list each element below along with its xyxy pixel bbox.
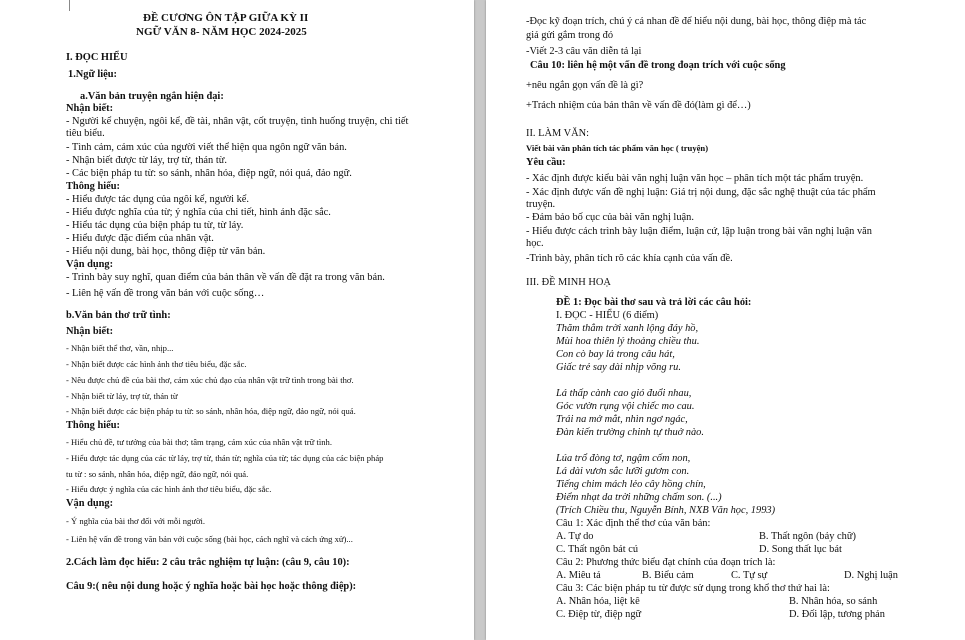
document-page-left bbox=[0, 0, 474, 640]
text-line: I. ĐỌC - HIỂU (6 điểm) bbox=[556, 310, 659, 321]
label-requirements: Yêu cầu: bbox=[526, 157, 566, 168]
poem-line: Thăm thẳm trời xanh lộng đáy hồ, bbox=[556, 323, 699, 334]
text-line: tiêu biểu. bbox=[66, 128, 105, 139]
option-2c: C. Tự sự bbox=[731, 570, 768, 581]
text-line: - Ý nghĩa của bài thơ đối với mỗi người. bbox=[66, 516, 206, 526]
label-comprehension: Thông hiểu: bbox=[66, 181, 120, 192]
poem-line: Mùi hoa thiên lý thoảng chiều thu. bbox=[556, 336, 700, 347]
text-line: - Xác định được kiểu bài văn nghị luận văn học – phân tích một tác phẩm truyện. bbox=[526, 173, 864, 184]
text-line: - Xác định được vấn đề nghị luận: Giá trị nội dung, đặc sắc nghệ thuật của tác phẩm bbox=[526, 187, 876, 198]
text-line: - Nhận biết từ láy, trợ từ, thán từ bbox=[66, 391, 178, 401]
text-line: - Nêu được chủ đề của bài thơ, cảm xúc chủ đạo của nhân vật trữ tình trong bài thơ. bbox=[66, 375, 354, 385]
subsection-materials: 1.Ngữ liệu: bbox=[68, 69, 117, 80]
label-application: Vận dụng: bbox=[66, 498, 114, 509]
sample-exam-1-title: ĐỀ 1: Đọc bài thơ sau và trả lời các câu hỏi: bbox=[556, 297, 752, 308]
poem-line: Giấc trẻ say dài nhịp võng ru. bbox=[556, 362, 681, 373]
text-line: - Hiểu được đặc điểm của nhân vật. bbox=[66, 233, 214, 244]
doc-subtitle: NGỮ VĂN 8- NĂM HỌC 2024-2025 bbox=[136, 26, 307, 38]
poem-line: Tiếng chim mách lẻo cây hồng chín, bbox=[556, 479, 706, 490]
text-line: - Hiểu được tác dụng của các từ láy, trợ từ, thán từ; nghĩa của từ; tác dụng của các biện pháp bbox=[66, 453, 384, 463]
option-3c: C. Điệp từ, điệp ngữ bbox=[556, 609, 642, 620]
poem-line: Điểm nhạt da trời những chấm son. (...) bbox=[556, 492, 722, 503]
poem-source: (Trích Chiều thu, Nguyễn Bính, NXB Văn học, 1993) bbox=[556, 505, 776, 516]
text-line: - Các biện pháp tu từ: so sánh, nhân hóa, điệp ngữ, nói quá, đảo ngữ. bbox=[66, 168, 352, 179]
option-2a: A. Miêu tả bbox=[556, 570, 601, 581]
question-3: Câu 3: Các biện pháp tu từ được sử dụng trong khổ thơ thứ hai là: bbox=[556, 583, 830, 594]
text-line: -Viết 2-3 câu văn diễn tả lại bbox=[526, 46, 642, 57]
margin-crop-mark bbox=[58, 0, 70, 11]
option-2d: D. Nghị luận bbox=[844, 570, 898, 581]
question-2: Câu 2: Phương thức biểu đạt chính của đoạn trích là: bbox=[556, 557, 776, 568]
poem-line: Đàn kiến trường chinh tự thuở nào. bbox=[556, 427, 704, 438]
poem-line: Lúa trổ đòng tơ, ngậm cốm non, bbox=[556, 453, 691, 464]
option-3d: D. Đối lập, tương phản bbox=[789, 609, 885, 620]
option-1b: B. Thất ngôn (bảy chữ) bbox=[759, 531, 856, 542]
document-page-right bbox=[486, 0, 965, 640]
text-line: giả gửi gắm trong đó bbox=[526, 30, 614, 41]
poem-line: Lá dài vươn sắc lưỡi gươm con. bbox=[556, 466, 690, 477]
option-1c: C. Thất ngôn bát cú bbox=[556, 544, 639, 555]
section-reading-heading: I. ĐỌC HIỂU bbox=[66, 52, 128, 63]
text-line: - Liên hệ vấn đề trong văn bản với cuộc sống (bài học, cách nghĩ và cách ứng xử)... bbox=[66, 534, 353, 544]
heading-reading-method: 2.Cách làm đọc hiểu: 2 câu trắc nghiệm tự luận: (câu 9, câu 10): bbox=[66, 557, 350, 568]
text-line: - Hiểu được ý nghĩa của các hình ảnh thơ tiêu biểu, đặc sắc. bbox=[66, 484, 272, 494]
section-sample-heading: III. ĐỀ MINH HOẠ bbox=[526, 277, 611, 288]
text-line: tu từ : so sánh, nhân hóa, điệp ngữ, đảo ngữ, nói quá. bbox=[66, 469, 249, 479]
poem-line: Lá thấp cành cao gió đuổi nhau, bbox=[556, 388, 692, 399]
text-line: - Tình cảm, cảm xúc của người viết thể hiện qua ngôn ngữ văn bản. bbox=[66, 142, 347, 153]
poem-line: Con cò bay lả trong câu hát, bbox=[556, 349, 675, 360]
heading-short-story: a.Văn bản truyện ngắn hiện đại: bbox=[80, 91, 224, 102]
text-line: - Người kể chuyện, ngôi kể, đề tài, nhân vật, cốt truyện, tình huống truyện, chi tiết bbox=[66, 116, 409, 127]
text-line: -Đọc kỹ đoạn trích, chú ý cả nhan đề để hiểu nội dung, bài học, thông điệp mà tác bbox=[526, 16, 867, 27]
text-line: - Hiểu được nghĩa của từ; ý nghĩa của chi tiết, hình ảnh đặc sắc. bbox=[66, 207, 331, 218]
label-application: Vận dụng: bbox=[66, 259, 114, 270]
text-line: - Nhận biết được các biện pháp tu từ: so sánh, nhân hóa, điệp ngữ, đảo ngữ, nói quá. bbox=[66, 406, 356, 416]
label-recognition: Nhận biết: bbox=[66, 103, 114, 114]
label-recognition: Nhận biết: bbox=[66, 326, 114, 337]
text-line: - Đảm bảo bố cục của bài văn nghị luận. bbox=[526, 212, 694, 223]
text-line: - Hiểu nội dung, bài học, thông điệp từ văn bản. bbox=[66, 246, 266, 257]
question-10: Câu 10: liên hệ một vấn đề trong đoạn trích với cuộc sống bbox=[530, 60, 786, 71]
heading-lyric-poem: b.Văn bản thơ trữ tình: bbox=[66, 310, 171, 321]
text-line: - Liên hệ vấn đề trong văn bản với cuộc sống… bbox=[66, 288, 265, 299]
text-line: - Hiểu tác dụng của biện pháp tu từ, từ láy. bbox=[66, 220, 244, 231]
section-writing-heading: II. LÀM VĂN: bbox=[526, 128, 590, 139]
text-line: - Nhận biết được từ láy, trợ từ, thán từ. bbox=[66, 155, 227, 166]
option-1a: A. Tự do bbox=[556, 531, 594, 542]
question-1: Câu 1: Xác định thể thơ của văn bản: bbox=[556, 518, 711, 529]
text-line: -Trình bày, phân tích rõ các khía cạnh của vấn đề. bbox=[526, 253, 733, 264]
text-line: - Nhận biết thể thơ, vần, nhịp... bbox=[66, 343, 174, 353]
text-line: - Hiểu được tác dụng của ngôi kể, người kể. bbox=[66, 194, 249, 205]
option-1d: D. Song thất lục bát bbox=[759, 544, 842, 555]
text-line: - Hiểu chủ đề, tư tưởng của bài thơ; tâm trạng, cảm xúc của nhân vật trữ tình. bbox=[66, 437, 332, 447]
doc-title: ĐỀ CƯƠNG ÔN TẬP GIỮA KỲ II bbox=[143, 12, 309, 24]
text-line: học. bbox=[526, 238, 544, 249]
text-line: truyện. bbox=[526, 199, 556, 210]
text-line: +Trách nhiệm của bản thân về vấn đề đó(làm gì để…) bbox=[526, 100, 751, 111]
poem-line: Trái na mở mắt, nhìn ngơ ngác, bbox=[556, 414, 688, 425]
text-line: - Nhận biết được các hình ảnh thơ tiêu biểu, đặc sắc. bbox=[66, 359, 247, 369]
writing-task: Viết bài văn phân tích tác phẩm văn học ( truyện) bbox=[526, 143, 709, 153]
question-9: Câu 9:( nêu nội dung hoặc ý nghĩa hoặc bài học hoặc thông điệp): bbox=[66, 581, 357, 592]
poem-line: Góc vườn rụng vội chiếc mo cau. bbox=[556, 401, 695, 412]
text-line: - Trình bày suy nghĩ, quan điểm của bản thân về vấn đề đặt ra trong văn bản. bbox=[66, 272, 385, 283]
label-comprehension: Thông hiểu: bbox=[66, 420, 120, 431]
option-2b: B. Biểu cảm bbox=[642, 570, 694, 581]
option-3a: A. Nhân hóa, liệt kê bbox=[556, 596, 640, 607]
text-line: - Hiểu được cách trình bày luận điểm, luận cứ, lập luận trong bài văn nghị luận văn bbox=[526, 226, 872, 237]
option-3b: B. Nhân hóa, so sánh bbox=[789, 596, 878, 607]
text-line: +nêu ngắn gọn vấn đề là gì? bbox=[526, 80, 644, 91]
